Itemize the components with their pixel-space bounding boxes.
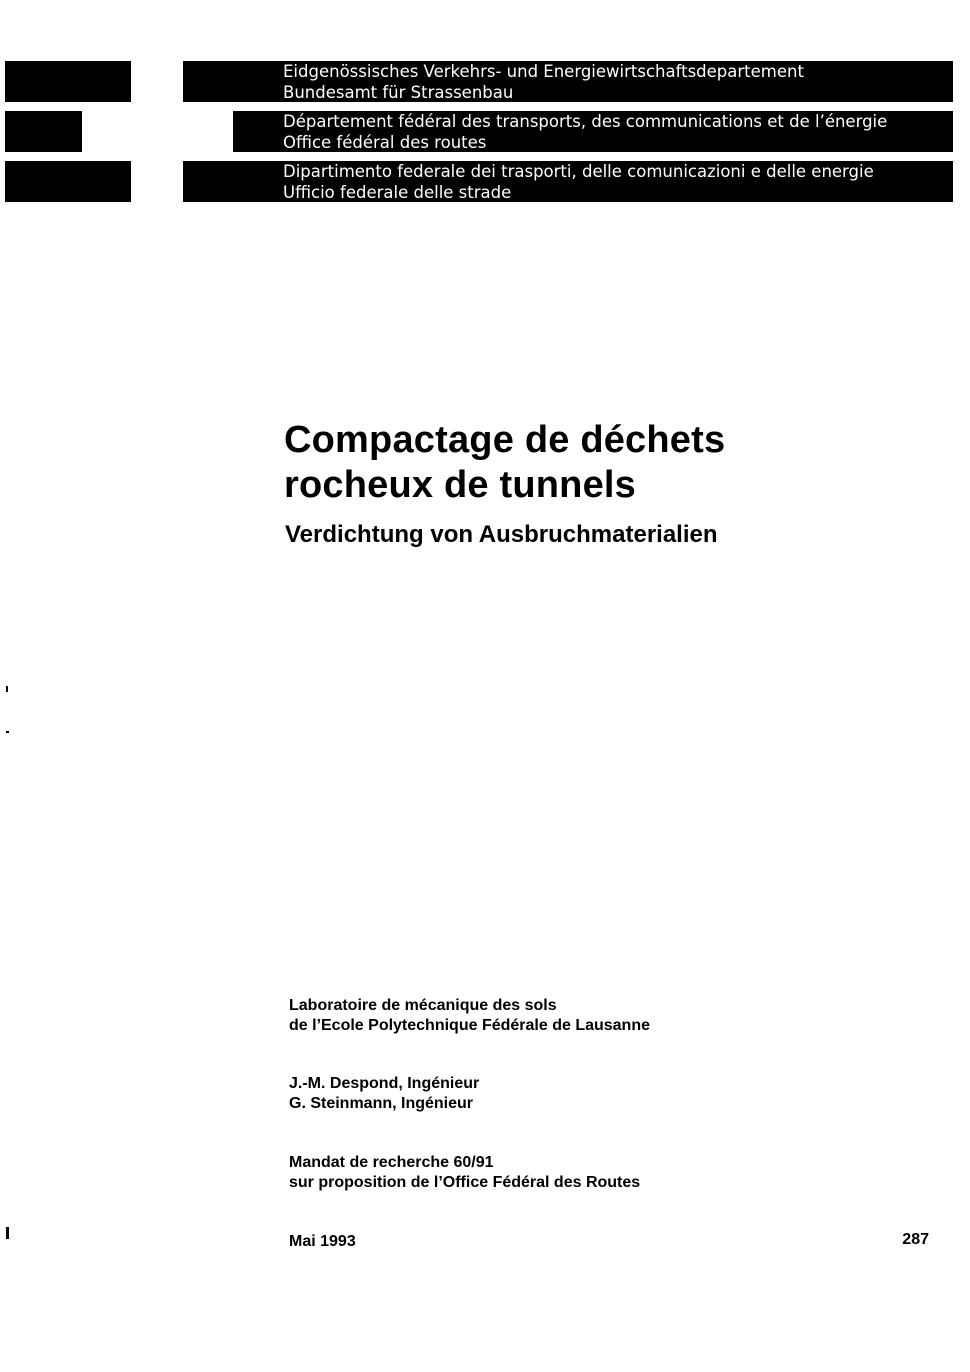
report-title <box>284 418 725 508</box>
department-name-french: Département fédéral des transports, des communications et de l’énergie <box>283 112 888 131</box>
report-title-line-1: Compactage de déchets <box>284 419 726 461</box>
department-band-german <box>183 61 953 102</box>
report-subtitle: Verdichtung von Ausbruchmaterialien <box>285 521 718 548</box>
author-1: J.-M. Despond, Ingénieur <box>289 1075 480 1092</box>
institution-line-2: de l’Ecole Polytechnique Fédérale de Lausanne <box>289 1017 650 1034</box>
federal-logo-block-bottom <box>5 161 131 202</box>
scan-edge-mark <box>6 1227 9 1239</box>
federal-logo-block-middle <box>5 111 82 152</box>
mandate-line-2: sur proposition de l’Office Fédéral des Routes <box>289 1174 641 1191</box>
institution <box>289 996 650 1036</box>
department-name-german: Eidgenössisches Verkehrs- und Energiewirtschaftsdepartement <box>283 62 804 81</box>
office-name-italian: Ufficio federale delle strade <box>283 183 512 202</box>
scan-edge-mark <box>6 686 8 692</box>
research-mandate <box>289 1153 640 1193</box>
report-number: 287 <box>902 1231 929 1248</box>
publication-date: Mai 1993 <box>289 1233 356 1250</box>
author-2: G. Steinmann, Ingénieur <box>289 1095 474 1112</box>
report-title-line-2: rocheux de tunnels <box>284 464 637 506</box>
scan-edge-mark <box>6 731 9 733</box>
federal-logo-block-top <box>5 61 131 102</box>
department-band-french <box>233 111 953 152</box>
authors <box>289 1074 479 1114</box>
department-band-italian <box>183 161 953 202</box>
office-name-german: Bundesamt für Strassenbau <box>283 83 514 102</box>
institution-line-1: Laboratoire de mécanique des sols <box>289 997 557 1014</box>
department-name-italian: Dipartimento federale dei trasporti, delle comunicazioni e delle energie <box>283 162 874 181</box>
office-name-french: Office fédéral des routes <box>283 133 487 152</box>
mandate-line-1: Mandat de recherche 60/91 <box>289 1154 494 1171</box>
